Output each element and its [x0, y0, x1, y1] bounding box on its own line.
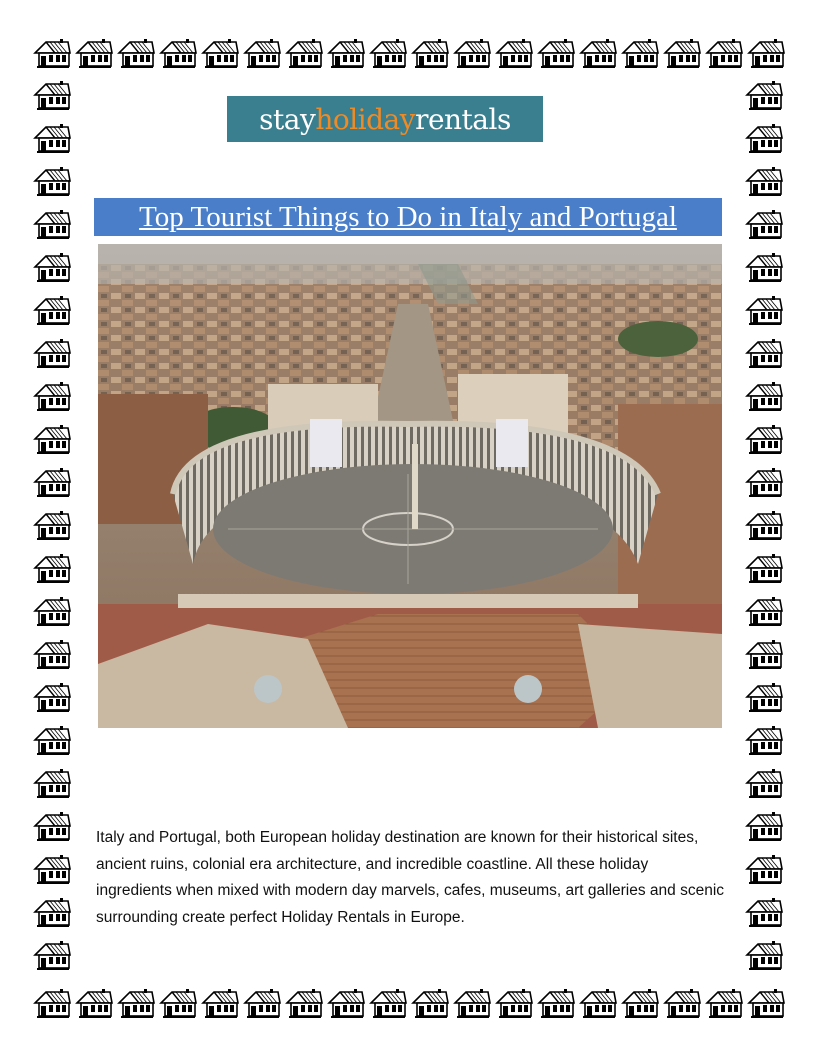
house-icon — [410, 38, 450, 70]
house-icon — [744, 123, 784, 155]
house-icon — [32, 381, 72, 413]
house-icon — [32, 940, 72, 972]
house-icon — [32, 338, 72, 370]
house-icon — [620, 38, 660, 70]
house-icon — [32, 467, 72, 499]
house-icon — [746, 988, 786, 1020]
house-icon — [32, 252, 72, 284]
house-icon — [32, 209, 72, 241]
house-icon — [32, 295, 72, 327]
house-icon — [744, 553, 784, 585]
logo-word-stay: stay — [259, 102, 316, 136]
house-icon — [744, 295, 784, 327]
house-icon — [410, 988, 450, 1020]
house-icon — [32, 80, 72, 112]
house-icon — [158, 38, 198, 70]
house-icon — [744, 209, 784, 241]
house-icon — [620, 988, 660, 1020]
house-icon — [744, 166, 784, 198]
house-icon — [32, 123, 72, 155]
house-icon — [744, 854, 784, 886]
house-icon — [32, 596, 72, 628]
house-icon — [32, 166, 72, 198]
house-icon — [536, 38, 576, 70]
house-icon — [32, 553, 72, 585]
house-icon — [662, 38, 702, 70]
house-icon — [744, 725, 784, 757]
house-icon — [32, 682, 72, 714]
house-icon — [744, 768, 784, 800]
house-icon — [116, 38, 156, 70]
house-icon — [704, 988, 744, 1020]
house-icon — [704, 38, 744, 70]
house-icon — [536, 988, 576, 1020]
house-icon — [200, 38, 240, 70]
page-title[interactable]: Top Tourist Things to Do in Italy and Portugal — [139, 200, 677, 233]
intro-paragraph: Italy and Portugal, both European holiday destination are known for their historical sites, ancient ruins, colonial era architecture, and incredible coastline. All these holiday ingredients when mixed with modern day marvels, cafes, museums, art galleries and scenic surrounding create perfect Holiday Rentals in Europe. — [96, 829, 725, 926]
stayholidayrentals-logo[interactable] — [227, 96, 543, 142]
st-peters-square-photo — [98, 244, 722, 728]
logo-word-holiday: holiday — [315, 102, 416, 136]
house-icon — [744, 252, 784, 284]
house-icon — [32, 897, 72, 929]
house-icon — [744, 467, 784, 499]
house-icon — [662, 988, 702, 1020]
house-icon — [32, 725, 72, 757]
title-bar — [94, 198, 722, 236]
house-icon — [744, 811, 784, 843]
house-icon — [452, 988, 492, 1020]
logo-word-rentals: rentals — [415, 102, 511, 136]
house-icon — [494, 988, 534, 1020]
house-icon — [744, 897, 784, 929]
house-icon — [158, 988, 198, 1020]
house-icon — [744, 424, 784, 456]
house-icon — [746, 38, 786, 70]
house-icon — [368, 988, 408, 1020]
house-icon — [744, 338, 784, 370]
house-icon — [74, 988, 114, 1020]
house-icon — [368, 38, 408, 70]
house-icon — [200, 988, 240, 1020]
house-icon — [494, 38, 534, 70]
house-icon — [326, 38, 366, 70]
house-icon — [74, 38, 114, 70]
house-icon — [32, 768, 72, 800]
house-icon — [32, 639, 72, 671]
photo-illustration — [98, 244, 722, 728]
house-icon — [744, 682, 784, 714]
house-icon — [242, 988, 282, 1020]
house-icon — [744, 596, 784, 628]
house-icon — [744, 510, 784, 542]
house-icon — [32, 38, 72, 70]
house-icon — [326, 988, 366, 1020]
house-icon — [32, 988, 72, 1020]
house-icon — [284, 988, 324, 1020]
house-icon — [452, 38, 492, 70]
house-icon — [744, 940, 784, 972]
house-icon — [242, 38, 282, 70]
house-icon — [744, 639, 784, 671]
house-icon — [578, 38, 618, 70]
house-icon — [744, 381, 784, 413]
house-icon — [32, 811, 72, 843]
house-icon — [744, 80, 784, 112]
house-icon — [578, 988, 618, 1020]
house-icon — [32, 510, 72, 542]
house-icon — [116, 988, 156, 1020]
house-icon — [284, 38, 324, 70]
house-icon — [32, 854, 72, 886]
house-icon — [32, 424, 72, 456]
